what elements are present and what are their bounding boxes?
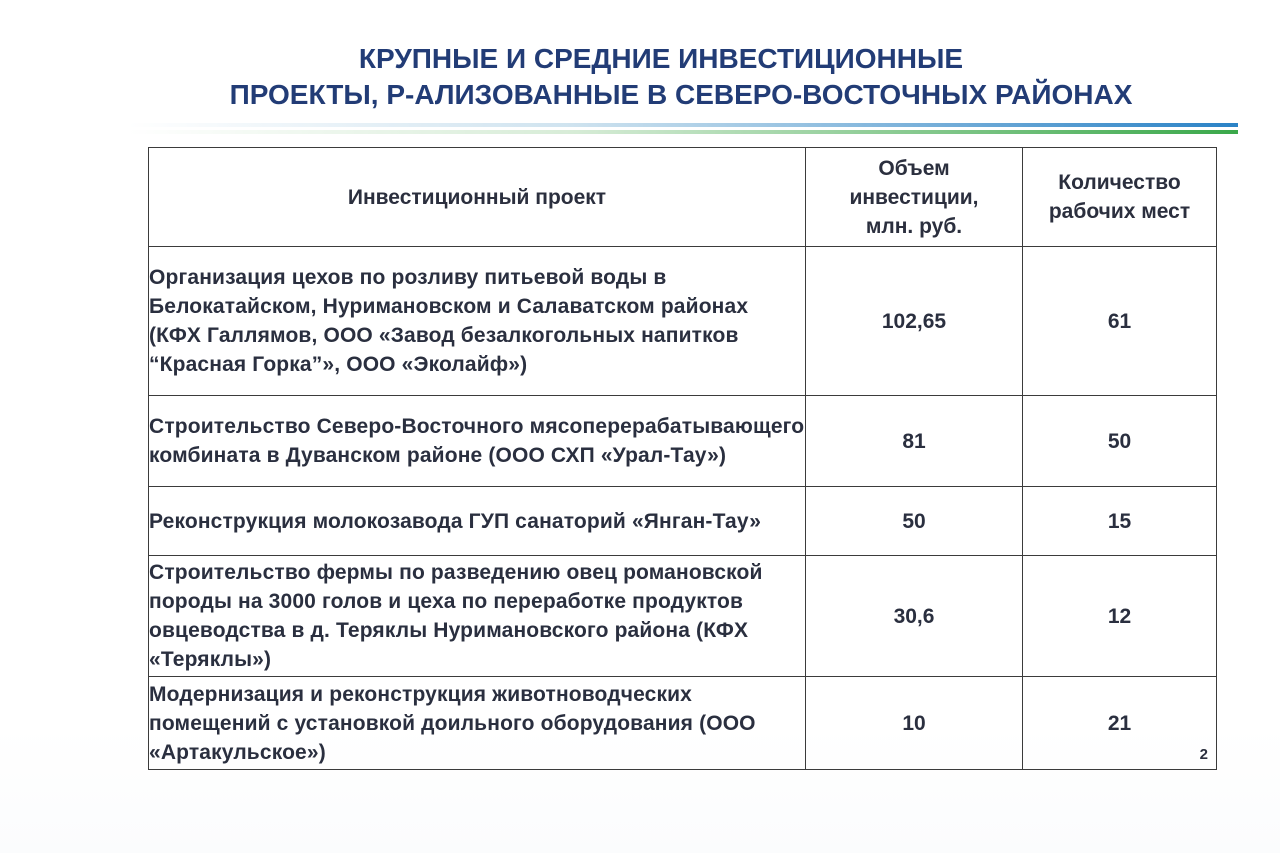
investment-projects-table: [148, 147, 1217, 770]
investment-value: 30,6: [806, 556, 1023, 677]
investment-value: 50: [806, 487, 1023, 556]
page-number: 2: [1199, 746, 1208, 763]
jobs-value-cell: [1023, 677, 1217, 770]
table-row: [149, 247, 1217, 396]
investment-value: 81: [806, 396, 1023, 487]
investment-value: 102,65: [806, 247, 1023, 396]
jobs-value: 12: [1023, 556, 1217, 677]
investment-value: 10: [806, 677, 1023, 770]
header-project: Инвестиционный проект: [149, 148, 806, 247]
divider-blue-band: [128, 123, 1238, 127]
table-header-row: [149, 148, 1217, 247]
project-name: Организация цехов по розливу питьевой воды в Белокатайском, Нуримановском и Салаватском районах (КФХ Галлямов, ООО «Завод безалкогольных напитков “Красная Горка”», ООО «Эколайф»): [149, 247, 806, 396]
table-row: [149, 487, 1217, 556]
jobs-value: 21: [1107, 711, 1132, 735]
table-row: [149, 396, 1217, 487]
project-name: Реконструкция молокозавода ГУП санаторий «Янган-Тау»: [149, 487, 806, 556]
jobs-value: 61: [1023, 247, 1217, 396]
slide-title: [0, 41, 1280, 113]
header-investment: Объем инвестиции, млн. руб.: [806, 148, 1023, 247]
project-name: Модернизация и реконструкция животноводческих помещений с установкой доильного оборудования (ООО «Артакульское»): [149, 677, 806, 770]
table-row: [149, 677, 1217, 770]
table-row: [149, 556, 1217, 677]
jobs-value: 15: [1023, 487, 1217, 556]
header-jobs: Количество рабочих мест: [1023, 148, 1217, 247]
title-line-1: КРУПНЫЕ И СРЕДНИЕ ИНВЕСТИЦИОННЫЕ: [358, 43, 964, 74]
title-line-2: ПРОЕКТЫ, Р-АЛИЗОВАННЫЕ В СЕВЕРО-ВОСТОЧНЫХ РАЙОНАХ: [229, 79, 1133, 110]
jobs-value: 50: [1023, 396, 1217, 487]
divider-green-band: [128, 130, 1238, 134]
project-name: Строительство Северо-Восточного мясоперерабатывающего комбината в Дуванском районе (ООО СХП «Урал-Тау»): [149, 396, 806, 487]
title-divider: [128, 123, 1238, 139]
project-name: Строительство фермы по разведению овец романовской породы на 3000 голов и цеха по переработке продуктов овцеводства в д. Теряклы Нуримановского района (КФХ «Теряклы»): [149, 556, 806, 677]
